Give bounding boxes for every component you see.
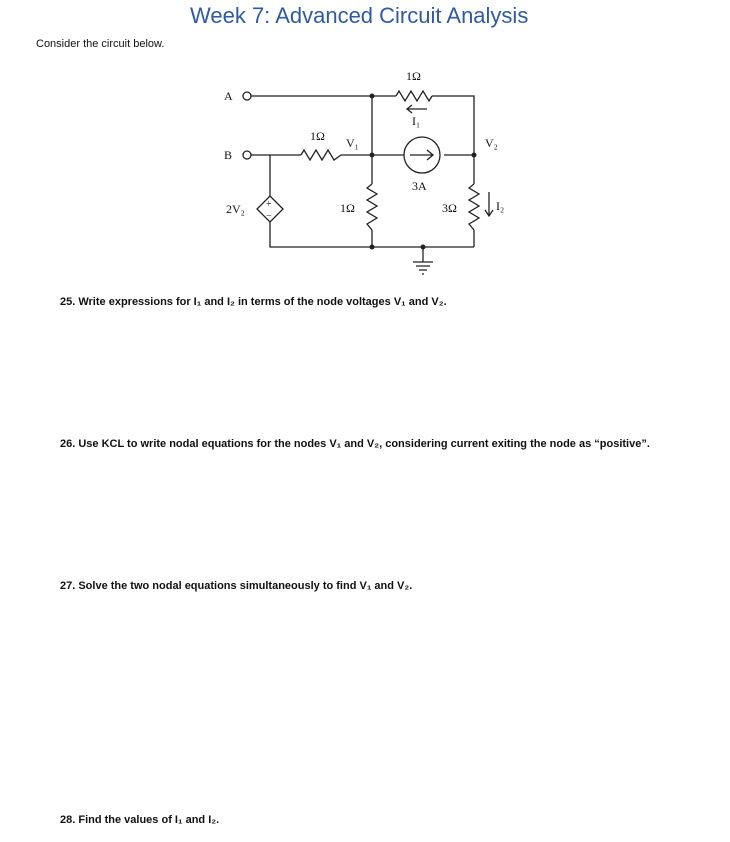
i1-arrow (407, 105, 427, 113)
label-i1: I₁ (412, 114, 421, 128)
resistor-top (396, 91, 432, 101)
label-node-b: B (224, 148, 233, 162)
label-r-mid: 1Ω (340, 201, 355, 215)
page-title: Week 7: Advanced Circuit Analysis (190, 3, 529, 28)
label-r-left: 1Ω (310, 129, 325, 143)
label-dependent-source: 2V₂ (226, 202, 245, 216)
label-current-source: 3A (412, 179, 427, 193)
resistor-middle (367, 184, 377, 230)
label-r-right: 3Ω (442, 201, 457, 215)
question-28: 28. Find the values of I₁ and I₂. (60, 814, 220, 826)
resistor-left (301, 150, 341, 160)
dependent-minus: − (266, 211, 272, 222)
ground-icon (413, 262, 433, 274)
label-node-a: A (224, 89, 233, 103)
label-v1: V₁ (346, 136, 359, 150)
question-25: 25. Write expressions for I₁ and I₂ in terms of the node voltages V₁ and V₂. (60, 296, 447, 308)
label-v2: V₂ (485, 136, 498, 150)
terminal-a (243, 92, 251, 100)
label-i2: I₂ (496, 199, 505, 213)
resistor-right (469, 184, 479, 230)
intro-text: Consider the circuit below. (36, 38, 165, 50)
label-r-top: 1Ω (406, 69, 421, 83)
circuit-diagram (0, 0, 730, 300)
i2-arrow (485, 192, 493, 216)
question-26: 26. Use KCL to write nodal equations for the nodes V₁ and V₂, considering current exiting the node as “positive”. (60, 438, 650, 450)
terminal-b (243, 151, 251, 159)
dependent-plus: + (266, 199, 272, 210)
question-27: 27. Solve the two nodal equations simultaneously to find V₁ and V₂. (60, 580, 413, 592)
